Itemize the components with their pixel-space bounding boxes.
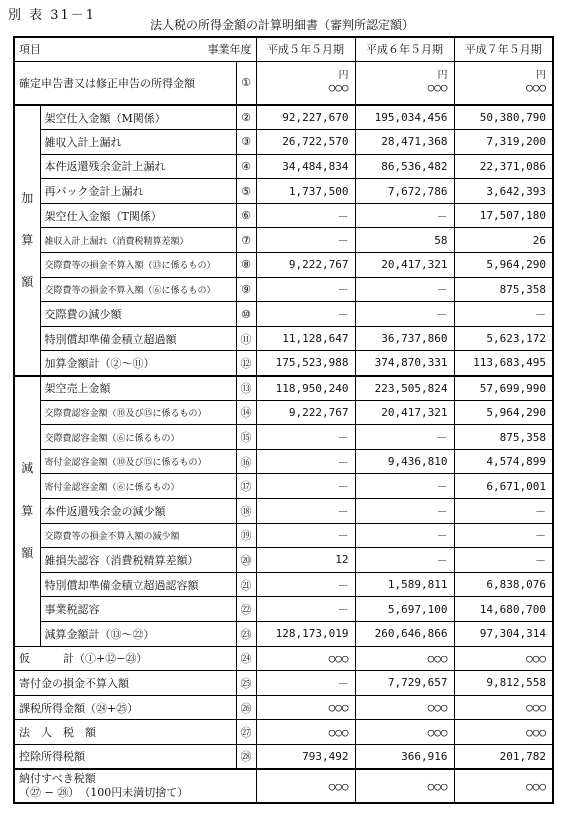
value-cell: 260,646,866 <box>355 621 454 646</box>
row-number: ⑮ <box>236 425 256 450</box>
table-row <box>14 572 553 597</box>
row-number: ⑬ <box>236 376 256 401</box>
row-label: 雑損失認容（消費税精算差額） <box>40 548 236 573</box>
row-number: ㉗ <box>236 720 256 745</box>
value-cell: － <box>256 203 355 228</box>
value-cell: 118,950,240 <box>256 376 355 401</box>
yen-unit: 円 <box>437 70 448 82</box>
table-row <box>14 548 553 573</box>
value-cell: 円 ○○○ <box>256 61 355 105</box>
value-cell: 6,838,076 <box>454 572 553 597</box>
value-cell: 374,870,331 <box>355 351 454 376</box>
value-cell: － <box>355 548 454 573</box>
value-cell: 9,436,810 <box>355 449 454 474</box>
row-label: 交際費等の損金不算入額の減少額 <box>40 523 236 548</box>
yen-unit: 円 <box>536 70 547 82</box>
row-number: ㉔ <box>236 646 256 671</box>
row-label: 交際費等の損金不算入額（⑥に係るもの） <box>40 277 236 302</box>
group-char: 額 <box>21 275 34 290</box>
table-row <box>14 720 553 745</box>
final-row-label <box>14 769 256 803</box>
value-cell: － <box>355 474 454 499</box>
value-cell: 175,523,988 <box>256 351 355 376</box>
group-char: 額 <box>21 546 34 561</box>
group-char: 加 <box>21 190 34 205</box>
value-cell: ○○○ <box>454 720 553 745</box>
table-row <box>14 179 553 204</box>
sub-group-label <box>14 376 40 647</box>
row-label: 控除所得税額 <box>14 744 236 769</box>
value-cell: － <box>355 523 454 548</box>
table-row <box>14 744 553 769</box>
value-cell: 875,358 <box>454 277 553 302</box>
row-number: ⑯ <box>236 449 256 474</box>
table-row <box>14 474 553 499</box>
row-label: 交際費の減少額 <box>40 302 236 327</box>
row-number: ⑥ <box>236 203 256 228</box>
value-cell: － <box>454 523 553 548</box>
final-row <box>14 769 553 803</box>
value-cell: － <box>256 671 355 696</box>
value-cell: 50,380,790 <box>454 105 553 130</box>
row-number: ㉒ <box>236 597 256 622</box>
table-row <box>14 621 553 646</box>
value-cell: 14,680,700 <box>454 597 553 622</box>
row-label: 本件返還残余金計上漏れ <box>40 154 236 179</box>
table-row <box>14 499 553 524</box>
value-cell: 26 <box>454 228 553 253</box>
row-number: ⑰ <box>236 474 256 499</box>
item-header: 項目 <box>19 43 41 57</box>
page-title: 法人税の所得金額の計算明細書（審判所認定額） <box>149 18 414 32</box>
value-cell: 5,964,290 <box>454 253 553 278</box>
item-period-header <box>14 37 256 61</box>
value-cell: 5,623,172 <box>454 326 553 351</box>
value-cell: － <box>256 572 355 597</box>
row-label: 交際費等の損金不算入額（⑬に係るもの） <box>40 253 236 278</box>
row-label: 架空仕入金額（T関係） <box>40 203 236 228</box>
value-cell: － <box>355 277 454 302</box>
value-cell: ○○○ <box>256 720 355 745</box>
row-label: 特別償却準備金積立超過額 <box>40 326 236 351</box>
value-cell: 875,358 <box>454 425 553 450</box>
table-row <box>14 105 553 130</box>
group-char: 算 <box>21 233 34 248</box>
value-cell: 7,319,200 <box>454 130 553 155</box>
row-number: ② <box>236 105 256 130</box>
row-label: 寄付金認容金額（⑩及び⑮に係るもの） <box>40 449 236 474</box>
row-label: 雑収入計上漏れ（消費税精算差額） <box>40 228 236 253</box>
value-cell: 57,699,990 <box>454 376 553 401</box>
row-label: 架空売上金額 <box>40 376 236 401</box>
group-char: 算 <box>21 503 34 518</box>
value-cell: 5,697,100 <box>355 597 454 622</box>
base-row-label: 確定申告書又は修正申告の所得金額 <box>14 61 236 105</box>
table-row <box>14 646 553 671</box>
table-row <box>14 302 553 327</box>
table-row <box>14 203 553 228</box>
table-row <box>14 695 553 720</box>
row-label: 特別償却準備金積立超過認容額 <box>40 572 236 597</box>
value-cell: 92,227,670 <box>256 105 355 130</box>
value-cell: － <box>256 449 355 474</box>
value-cell: 7,729,657 <box>355 671 454 696</box>
value-cell: 4,574,899 <box>454 449 553 474</box>
value-cell: 9,222,767 <box>256 400 355 425</box>
row-number: ⑦ <box>236 228 256 253</box>
value-cell: 3,642,393 <box>454 179 553 204</box>
value-cell: 20,417,321 <box>355 253 454 278</box>
row-number: ㉑ <box>236 572 256 597</box>
value-cell: － <box>454 548 553 573</box>
value-cell: 17,507,180 <box>454 203 553 228</box>
group-char: 減 <box>21 461 34 476</box>
final-label-line2: （㉗ − ㉘） （100円未満切捨て） <box>19 786 189 800</box>
value-cell: ○○○ <box>256 695 355 720</box>
row-number: ⑩ <box>236 302 256 327</box>
table-number: 別 表 31－1 <box>8 8 97 23</box>
period-col-1: 平成６年５月期 <box>355 37 454 61</box>
value-cell: ○○○ <box>355 646 454 671</box>
value-cell: － <box>454 302 553 327</box>
row-label: 減算金額計（⑬～㉒） <box>40 621 236 646</box>
value-cell: － <box>355 425 454 450</box>
table-row <box>14 671 553 696</box>
value-cell: 12 <box>256 548 355 573</box>
row-label: 架空仕入金額（M関係） <box>40 105 236 130</box>
row-label: 本件返還残余金の減少額 <box>40 499 236 524</box>
table-row <box>14 154 553 179</box>
value-cell: 円 ○○○ <box>355 61 454 105</box>
table-row <box>14 130 553 155</box>
row-label: 加算金額計（②～⑪） <box>40 351 236 376</box>
value-cell: 34,484,834 <box>256 154 355 179</box>
value-cell: － <box>256 474 355 499</box>
row-number: ⑤ <box>236 179 256 204</box>
row-number: ⑨ <box>236 277 256 302</box>
row-label: 事業税認容 <box>40 597 236 622</box>
value-cell: 28,471,368 <box>355 130 454 155</box>
period-header: 事業年度 <box>207 43 252 57</box>
final-label-line1: 納付すべき税額 <box>19 772 96 786</box>
row-number: ㉘ <box>236 744 256 769</box>
row-label: 再バック金計上漏れ <box>40 179 236 204</box>
value-cell: － <box>256 499 355 524</box>
row-number: ⑱ <box>236 499 256 524</box>
value-cell: 36,737,860 <box>355 326 454 351</box>
value-cell: 97,304,314 <box>454 621 553 646</box>
value-cell: 128,173,019 <box>256 621 355 646</box>
value-cell: ○○○ <box>454 646 553 671</box>
value-cell: ○○○ <box>256 646 355 671</box>
table-row <box>14 523 553 548</box>
table-row <box>14 425 553 450</box>
value-cell: ○○○ <box>355 695 454 720</box>
row-number: ① <box>236 61 256 105</box>
value-cell: － <box>256 302 355 327</box>
table-row <box>14 449 553 474</box>
table-row <box>14 228 553 253</box>
row-label: 法 人 税 額 <box>14 720 236 745</box>
value-cell: 113,683,495 <box>454 351 553 376</box>
table-row <box>14 376 553 401</box>
row-number: ⑳ <box>236 548 256 573</box>
value-cell: 1,589,811 <box>355 572 454 597</box>
table-row <box>14 326 553 351</box>
header-row <box>14 37 553 61</box>
value-cell: 1,737,500 <box>256 179 355 204</box>
row-number: ⑧ <box>236 253 256 278</box>
period-col-0: 平成５年５月期 <box>256 37 355 61</box>
base-row <box>14 61 553 105</box>
value-cell: 58 <box>355 228 454 253</box>
value-cell: 6,671,001 <box>454 474 553 499</box>
income-calculation-table <box>13 36 554 804</box>
value-cell: － <box>256 597 355 622</box>
value-cell: － <box>256 523 355 548</box>
value-cell: ○○○ <box>355 720 454 745</box>
row-label: 課税所得金額（㉔+㉕） <box>14 695 236 720</box>
row-number: ④ <box>236 154 256 179</box>
row-label: 交際費認容金額（⑥に係るもの） <box>40 425 236 450</box>
value-cell: 201,782 <box>454 744 553 769</box>
value-cell: 9,222,767 <box>256 253 355 278</box>
value-cell: 9,812,558 <box>454 671 553 696</box>
row-label: 仮 計（①+⑫−㉓） <box>14 646 236 671</box>
value-cell: 223,505,824 <box>355 376 454 401</box>
yen-unit: 円 <box>338 70 349 82</box>
row-label: 寄付金認容金額（⑥に係るもの） <box>40 474 236 499</box>
value-cell: 793,492 <box>256 744 355 769</box>
table-row <box>14 351 553 376</box>
value-cell: 11,128,647 <box>256 326 355 351</box>
row-label: 交際費認容金額（⑩及び⑮に係るもの） <box>40 400 236 425</box>
value-cell: ○○○ <box>256 769 355 803</box>
row-label: 雑収入計上漏れ <box>40 130 236 155</box>
period-col-2: 平成７年５月期 <box>454 37 553 61</box>
value-cell: 366,916 <box>355 744 454 769</box>
value-cell: 20,417,321 <box>355 400 454 425</box>
row-number: ㉖ <box>236 695 256 720</box>
value-cell: － <box>256 228 355 253</box>
row-number: ㉓ <box>236 621 256 646</box>
table-row <box>14 400 553 425</box>
row-number: ⑫ <box>236 351 256 376</box>
value-cell: ○○○ <box>454 695 553 720</box>
row-number: ③ <box>236 130 256 155</box>
value-cell: － <box>355 499 454 524</box>
value-cell: 195,034,456 <box>355 105 454 130</box>
value-cell: － <box>355 302 454 327</box>
row-number: ⑪ <box>236 326 256 351</box>
table-row <box>14 277 553 302</box>
value-cell: 7,672,786 <box>355 179 454 204</box>
table-row <box>14 253 553 278</box>
value-cell: － <box>256 425 355 450</box>
row-number: ⑲ <box>236 523 256 548</box>
value-cell: 円 ○○○ <box>454 61 553 105</box>
value-cell: － <box>256 277 355 302</box>
row-number: ⑭ <box>236 400 256 425</box>
table-row <box>14 597 553 622</box>
value-cell: － <box>454 499 553 524</box>
row-label: 寄付金の損金不算入額 <box>14 671 236 696</box>
value-cell: － <box>355 203 454 228</box>
row-number: ㉕ <box>236 671 256 696</box>
value-cell: 26,722,570 <box>256 130 355 155</box>
value-cell: 86,536,482 <box>355 154 454 179</box>
value-cell: 22,371,086 <box>454 154 553 179</box>
value-cell: 5,964,290 <box>454 400 553 425</box>
value-cell: ○○○ <box>454 769 553 803</box>
add-group-label <box>14 105 40 376</box>
value-cell: ○○○ <box>355 769 454 803</box>
